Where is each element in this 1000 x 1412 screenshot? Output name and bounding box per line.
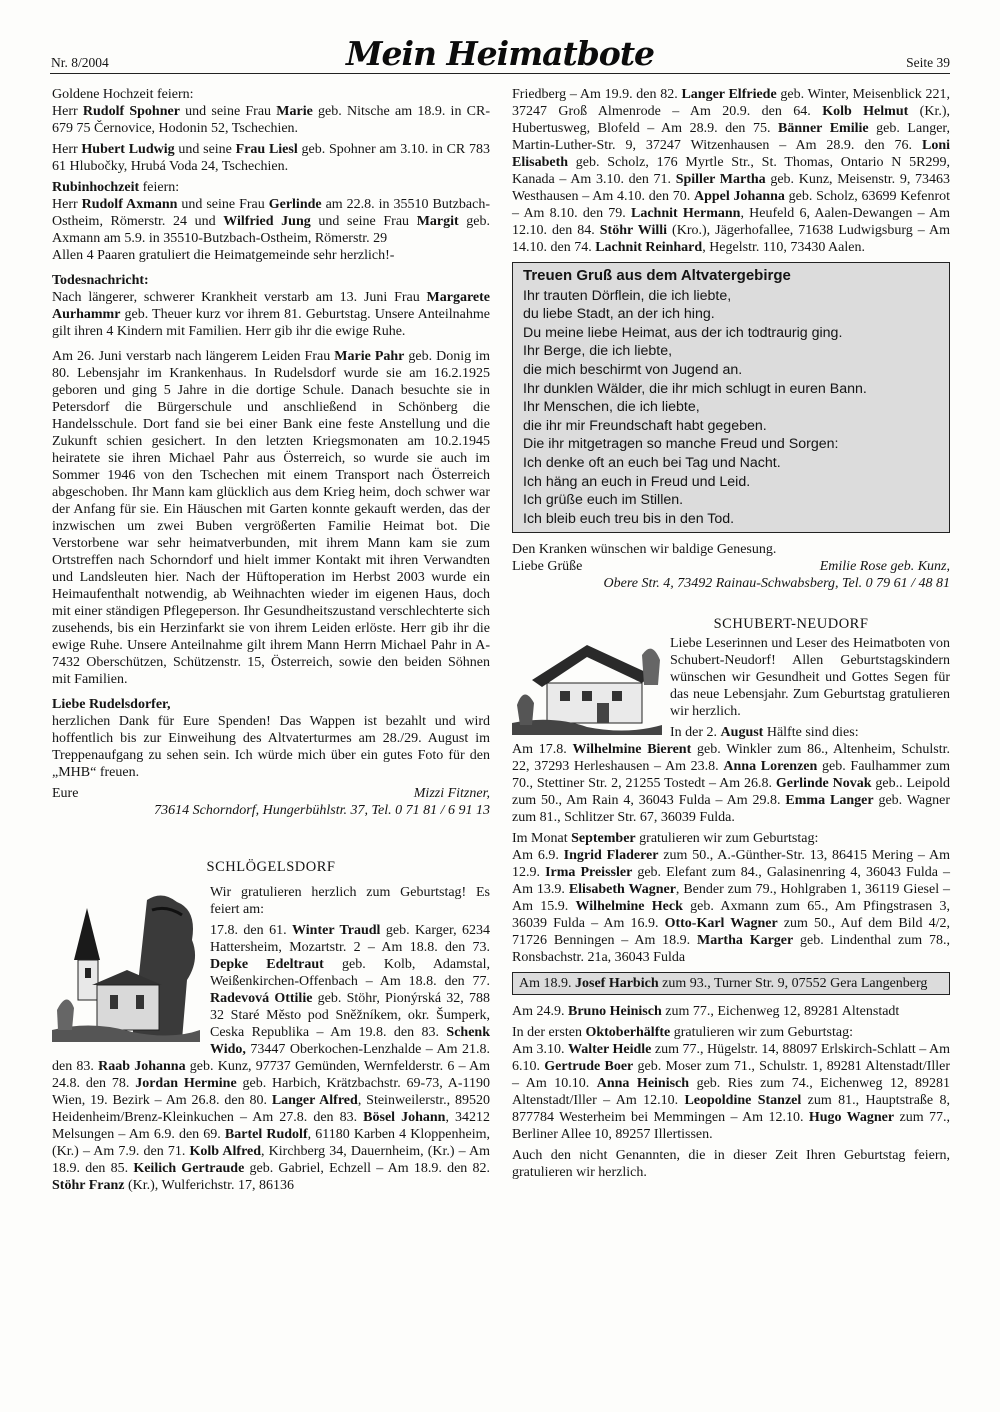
october-birthdays: Am 3.10. Walter Heidle zum 77., Hügelstr. 14, 88097 Erlskirch-Schlatt – Am 6.10. Gertrude Boer geb. Moser zum 71., Schulstr. 1, 89281 Altenstadt/Iller – Am 10.10. Anna Heinisch geb. Ries zum 74., Eichenweg 12, 89281 Altenstadt/Iller – Am 12.10. Leopoldine Stanzel zum 81., Hauptstraße 8, 877784 Westerheim bei Memmingen – Am 12.10. Hugo Wagner zum 77., Berliner Allee 10, 89257 Illertissen.	[512, 1042, 951, 1143]
poem-line: Ich bleib euch treu bis in den Tod.	[523, 510, 735, 527]
poem-line: Ihr Menschen, die ich liebte,	[523, 399, 700, 416]
get-well-wish: Den Kranken wünschen wir baldige Genesung.	[512, 542, 777, 558]
schloegelsdorf-intro: Wir gratulieren herzlich zum Geburtstag! Es feiert am:	[210, 885, 490, 917]
schloegelsdorf-heading: SCHLÖGELSDORF	[206, 859, 336, 875]
highlight-box: Am 18.9. Josef Harbich zum 93., Turner Str. 9, 07552 Gera Langenberg	[512, 972, 950, 995]
october-heading: In der ersten Oktoberhälfte gratulieren wir zum Geburtstag:	[512, 1025, 853, 1041]
birthday-continuation: Friedberg – Am 19.9. den 82. Langer Elfriede geb. Winter, Meisenblick 221, 37247 Groß Almenrode – Am 20.9. den 64. Kolb Helmut (Kr.), Hubertusweg, Blofeld – Am 28.9. den 75. Bänner Emilie geb. Langer, Martin-Luther-Str. 9, 37247 Witzenhausen – Am 28.9. den 76. Loni Elisabeth geb. Scholz, 176 Myrtle Str., St. Thomas, Ontario N 5R299, Kanada – Am 3.10. den 71. Spiller Martha geb. Kunz, Meisenstr. 9, 73463 Westhausen – Am 4.10. den 70. Appel Johanna geb. Scholz, 63699 Kefenrot – Am 8.10. den 79. Lachnit Hermann, Heufeld 6, Aalen-Dewangen – Am 12.10. den 84. Stöhr Willi (Kro.), Jägerhofallee, 71638 Ludwigsburg – Am 14.10. den 74. Lachnit Reinhard, Hegelstr. 110, 73430 Aalen.	[512, 87, 951, 255]
section-heading: Liebe Rudelsdorfer,	[52, 697, 171, 712]
page-number: Seite 39	[906, 55, 950, 70]
september-birthdays: Am 6.9. Ingrid Fladerer zum 50., A.-Günther-Str. 13, 86415 Mering – Am 12.9. Irma Preissler geb. Elefant zum 84., Galasinenring 4, 36043 Fulda – Am 13.9. Elisabeth Wagner, Bender zum 79., Hohlgraben 1, 36119 Giesel – Am 15.9. Wilhelmine Heck geb. Axmann zum 65., Am Pfingstrasen 3, 36039 Fulda – Am 16.9. Otto-Karl Wagner zum 50., Auf dem Bild 4/2, 71726 Benningen – Am 18.9. Martha Karger geb. Lindenthal zum 78., Ronsbachstr. 21a, 36043 Fulda	[512, 848, 951, 966]
poem-line: Ich grüße euch im Stillen.	[523, 492, 684, 509]
signature-line: Eure Mizzi Fitzner,	[52, 786, 490, 801]
signature-address: 73614 Schorndorf, Hungerbühlstr. 37, Tel. 0 71 81 / 6 91 13	[154, 803, 490, 818]
poem-line: Ich häng an euch in Freud und Leid.	[523, 473, 751, 490]
header-divider	[50, 73, 950, 74]
september-heading: Im Monat September gratulieren wir zum Geburtstag:	[512, 831, 819, 847]
closing-wishes: Auch den nicht Genannten, die in dieser Zeit Ihren Geburtstag feiern, gratulieren wir herzlich.	[512, 1148, 950, 1181]
left-column	[52, 86, 490, 1198]
farmhouse-illustration	[512, 635, 662, 735]
section-heading: Todesnachricht:	[52, 273, 149, 288]
august-birthdays: Am 17.8. Wilhelmine Bierent geb. Winkler zum 86., Altenheim, Schulstr. 22, 37293 Herleshausen – Am 23.8. Anna Lorenzen geb. Faulhammer zum 70., Stettiner Str. 2, 21255 Tostedt – Am 26.8. Gerlinde Novak geb.. Leipold zum 50., Am Rain 4, 36043 Fulda – Am 29.8. Emma Langer geb. Wagner zum 81., Schlitzer Str. 67, 36039 Fulda.	[512, 742, 951, 826]
poem-line: Ihr Berge, die ich liebte,	[523, 343, 673, 360]
august-heading: In der 2. August Hälfte sind dies:	[670, 725, 859, 741]
poem-line: Die ihr mitgetragen so manche Freud und Sorgen:	[523, 436, 839, 453]
signature-name: Mizzi Fitzner,	[413, 786, 490, 801]
signature-address: Obere Str. 4, 73492 Rainau-Schwabsberg, Tel. 0 79 61 / 48 81	[603, 576, 950, 592]
schubert-neudorf-heading: SCHUBERT-NEUDORF	[713, 616, 869, 633]
golden-wedding-paragraph-2: Herr Hubert Ludwig und seine Frau Liesl geb. Spohner am 3.10. in CR 783 61 Hlubočky, Hrubá Voda 24, Tschechien.	[52, 142, 491, 174]
poem-title: Treuen Gruß aus dem Altvatergebirge	[523, 267, 791, 284]
name-highlight: Frau Liesl	[235, 142, 298, 157]
poem-line: du liebe Stadt, an der ich hing.	[523, 306, 715, 323]
name-highlight: Rudolf Spohner	[82, 104, 180, 119]
poem-line: die mich beschirmt von Jugend an.	[523, 361, 743, 378]
right-column	[512, 86, 950, 1185]
obituary-paragraph: Am 26. Juni verstarb nach längerem Leiden Frau Marie Pahr geb. Donig im 80. Lebensjahr im Krankenhaus. In Rudelsdorf wurde sie am 16.2.1925 geboren und ging 5 Jahre in die dortige Schule. Danach besuchte sie in Petersdorf die Bürgerschule und anschließend in Schönberg die Handelsschule. Dort fand sie bei einer Bank eine feste Anstellung und die Zukunft schien gesichert. In den letzten Kriegsmonaten am 10.2.1945 heiratete sie ihren Michael Pahr aus Österreich, so wurde sie auch im Sommer 1946 von den Tschechen mit einem Transport nach Österreich abgeschoben. Ihr Mann kam glücklich aus dem Krieg heim, doch schwer war der Anfang für sie. Ein Häuschen mit Garten konnte gekauft werden, das der inzwischen um zwei Buben vergrößerten Familie Heimat bot. Die Verstorbene war sehr heimatverbunden, mit ihrem Mann kam sie zum Ortstreffen nach Schorndorf und hielt immer Kontakt mit ihren Verwandten und Landsleuten hier. Nach der Hüftoperation im Herbst 2003 wurde ein Heimaufenthalt notwendig, ab Weihnachten wieder im eigenen Haus, doch mit einer ständigen Pflegeperson. Ihr Gesundheitszustand verschlechterte sich zusehends, bis ein Herzinfarkt sie von ihrem Leiden erlöste. Herr gib ihr die ewige Ruhe. Unsere Anteilnahme gilt ihrem Mann Herrn Michael Pahr in A-7432 Oberschützen, Schützenstr. 15, Österreich, sowie den beiden Söhnen mit Familien.	[52, 349, 490, 687]
poem-line: Du meine liebe Heimat, aus der ich todtraurig ging.	[523, 324, 843, 341]
death-notice-paragraph: Todesnachricht: Nach längerer, schwerer Krankheit verstarb am 13. Juni Frau Margarete Aurhammr geb. Theuer kurz vor ihrem 81. Geburtstag. Unsere Anteilnahme gilt ihren 4 Kindern mit Familien. Herr gib ihr die ewige Ruhe.	[52, 273, 490, 339]
poem-line: Ich denke oft an euch bei Tag und Nacht.	[523, 454, 781, 471]
rudelsdorf-letter: Liebe Rudelsdorfer, herzlichen Dank für Eure Spenden! Das Wappen ist bezahlt und wird hoffentlich bis zur Einweihung des Altvaterturmes am 28./29. August im Treppenaufgang zu sehen sein. Ich würde mich über ein gutes Foto für den „MHB“ freuen.	[52, 697, 490, 780]
poem-box	[512, 262, 950, 533]
section-heading: Rubinhochzeit	[52, 180, 140, 195]
bruno-heinisch-entry: Am 24.9. Bruno Heinisch zum 77., Eichenweg 12, 89281 Altenstadt	[512, 1004, 900, 1020]
name-highlight: Marie	[276, 104, 313, 119]
signature-line: Liebe Grüße Emilie Rose geb. Kunz,	[512, 559, 950, 575]
poem-line: Ihr trauten Dörflein, die ich liebte,	[523, 287, 732, 304]
golden-wedding-intro: Goldene Hochzeit feiern:	[52, 87, 194, 102]
signature-name: Emilie Rose geb. Kunz,	[819, 559, 950, 575]
masthead-title: Mein Heimatbote	[345, 34, 655, 73]
issue-number: Nr. 8/2004	[51, 55, 109, 70]
poem-line: die ihr mir Freundschaft habt gegeben.	[523, 417, 767, 434]
church-illustration	[52, 890, 200, 1042]
schubert-neudorf-intro: Liebe Leserinnen und Leser des Heimatboten von Schubert-Neudorf! Allen Geburtstagskindern wünschen wir Gesundheit und Gottes Segen für das neue Lebensjahr. Zum Geburtstag gratulieren wir herzlich.	[670, 636, 950, 720]
schloegelsdorf-birthdays: 17.8. den 61. Winter Traudl geb. Karger, 6234 Hattersheim, Mozartstr. 2 – Am 18.8. den 73. Depke Edeltraut geb. Kolb, Adamstal, Weißenkirchen-Offenbach – Am 18.8. den 77. Radevová Ottilie geb. Stöhr, Pionýrská 32, 788 32 Staré Město pod Sněžníkem, okr. Šumperk, Ceska Republika – Am 19.8. den 83. Schenk Wido, 73447 Oberkochen-Lenzhalde – Am 21.8. den 83. Raab Johanna geb. Kunz, 97737 Gemünden, Wernfelderstr. 6 – Am 24.8. den 78. Jordan Hermine geb. Harbich, Krätzbachstr. 69-73, A-1190 Wien, 19. Bezirk – Am 26.8. den 80. Langer Alfred, Steinweilerstr., 89520 Heidenheim/Brenz-Kleinkuchen – Am 27.8. den 83. Bösel Johann, 34212 Melsungen – Am 6.9. den 69. Bartel Rudolf, 61180 Karben 4 Kloppenheim, (Kr.) – Am 7.9. den 71. Kolb Alfred, Kirchberg 34, Dauernheim, (Kr.) – Am 18.9. den 85. Keilich Gertraude geb. Gabriel, Echzell – Am 18.9. den 82. Stöhr Franz (Kr.), Wulferichstr. 17, 86136	[52, 923, 491, 1193]
poem-line: Ihr dunklen Wälder, die ihr mich schlugt in euren Bann.	[523, 380, 867, 397]
ruby-wedding-paragraph: Rubinhochzeit feiern: Herr Rudolf Axmann und seine Frau Gerlinde am 22.8. in 35510 Butzbach-Ostheim, Römerstr. 24 und Wilfried Jung und seine Frau Margit geb. Axmann am 5.9. in 35510-Butzbach-Ostheim, Römerstr. 29 Allen 4 Paaren gratuliert die Heimatgemeinde sehr herzlich!-	[52, 180, 491, 263]
golden-wedding-paragraph: Goldene Hochzeit feiern: Herr Rudolf Spohner und seine Frau Marie geb. Nitsche am 18.9. in CR-679 75 Černovice, Hodonin 52, Tschechien.	[52, 87, 491, 136]
name-highlight: Hubert Ludwig	[81, 142, 175, 157]
